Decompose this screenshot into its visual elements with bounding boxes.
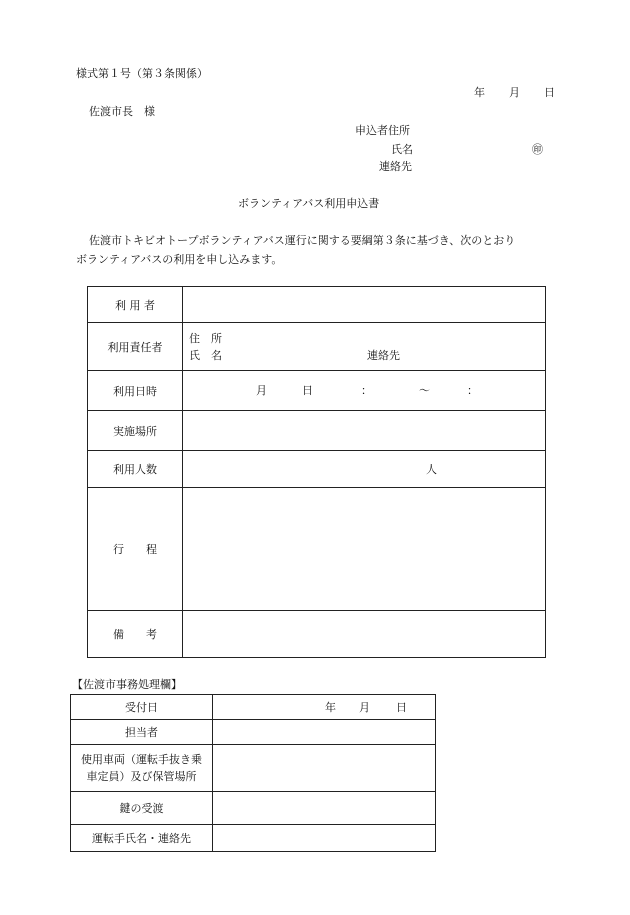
row-staff: [71, 720, 436, 745]
row-count: [88, 451, 546, 488]
user-label: 利 用 者: [88, 287, 183, 323]
driver-field[interactable]: [213, 825, 436, 852]
row-site: [88, 411, 546, 451]
received-field[interactable]: [213, 695, 436, 720]
addressee: 佐渡市長 様: [89, 105, 155, 118]
user-field[interactable]: [183, 287, 546, 323]
datetime-day: 日: [302, 384, 313, 397]
datetime-label: 利用日時: [88, 371, 183, 411]
vehicle-label-line-2: 車定員）及び保管場所: [86, 770, 197, 783]
received-month: 月: [359, 701, 370, 714]
applicant-address-label: 申込者住所: [355, 124, 410, 137]
received-year: 年: [325, 701, 336, 714]
datetime-month: 月: [256, 384, 267, 397]
document-title: ボランティアバス利用申込書: [238, 197, 380, 210]
staff-field[interactable]: [213, 720, 436, 745]
key-label: 鍵の受渡: [71, 792, 213, 825]
vehicle-label: [71, 745, 213, 792]
date-month-label: 月: [509, 86, 520, 99]
remarks-label: 備 考: [88, 611, 183, 658]
form-number: 様式第１号（第３条関係）: [76, 67, 208, 80]
vehicle-field[interactable]: [213, 745, 436, 792]
count-label: 利用人数: [88, 451, 183, 488]
row-driver: [71, 825, 436, 852]
seal-mark: ㊞: [532, 143, 543, 156]
office-heading: 【佐渡市事務処理欄】: [72, 678, 182, 691]
manager-name-label: 氏 名: [189, 349, 222, 362]
manager-field[interactable]: [183, 323, 546, 371]
application-table: [87, 286, 546, 658]
driver-label: 運転手氏名・連絡先: [71, 825, 213, 852]
date-day-label: 日: [544, 86, 555, 99]
count-field[interactable]: [183, 451, 546, 488]
datetime-colon-start: ：: [361, 384, 372, 397]
intro-line-1: 佐渡市トキビオトープボランティアバス運行に関する要綱第３条に基づき、次のとおり: [89, 234, 516, 247]
row-received: [71, 695, 436, 720]
row-itinerary: [88, 488, 546, 611]
received-label: 受付日: [71, 695, 213, 720]
datetime-colon-end: ：: [467, 384, 478, 397]
manager-address-label: 住 所: [189, 332, 222, 345]
office-table: [70, 694, 436, 852]
site-field[interactable]: [183, 411, 546, 451]
date-year-label: 年: [474, 86, 485, 99]
itinerary-field[interactable]: [183, 488, 546, 611]
row-manager: [88, 323, 546, 371]
itinerary-label: 行 程: [88, 488, 183, 611]
datetime-field[interactable]: [183, 371, 546, 411]
row-remarks: [88, 611, 546, 658]
applicant-name-label: 氏名: [391, 143, 413, 156]
row-user: [88, 287, 546, 323]
site-label: 実施場所: [88, 411, 183, 451]
datetime-tilde: ～: [419, 384, 430, 397]
manager-contact-label: 連絡先: [367, 349, 400, 362]
row-vehicle: [71, 745, 436, 792]
key-field[interactable]: [213, 792, 436, 825]
staff-label: 担当者: [71, 720, 213, 745]
received-day: 日: [396, 701, 407, 714]
row-key: [71, 792, 436, 825]
row-datetime: [88, 371, 546, 411]
applicant-contact-label: 連絡先: [379, 160, 412, 173]
intro-line-2: ボランティアバスの利用を申し込みます。: [76, 253, 283, 266]
manager-label: 利用責任者: [88, 323, 183, 371]
vehicle-label-line-1: 使用車両（運転手抜き乗: [81, 753, 202, 766]
count-unit: 人: [426, 463, 437, 476]
remarks-field[interactable]: [183, 611, 546, 658]
